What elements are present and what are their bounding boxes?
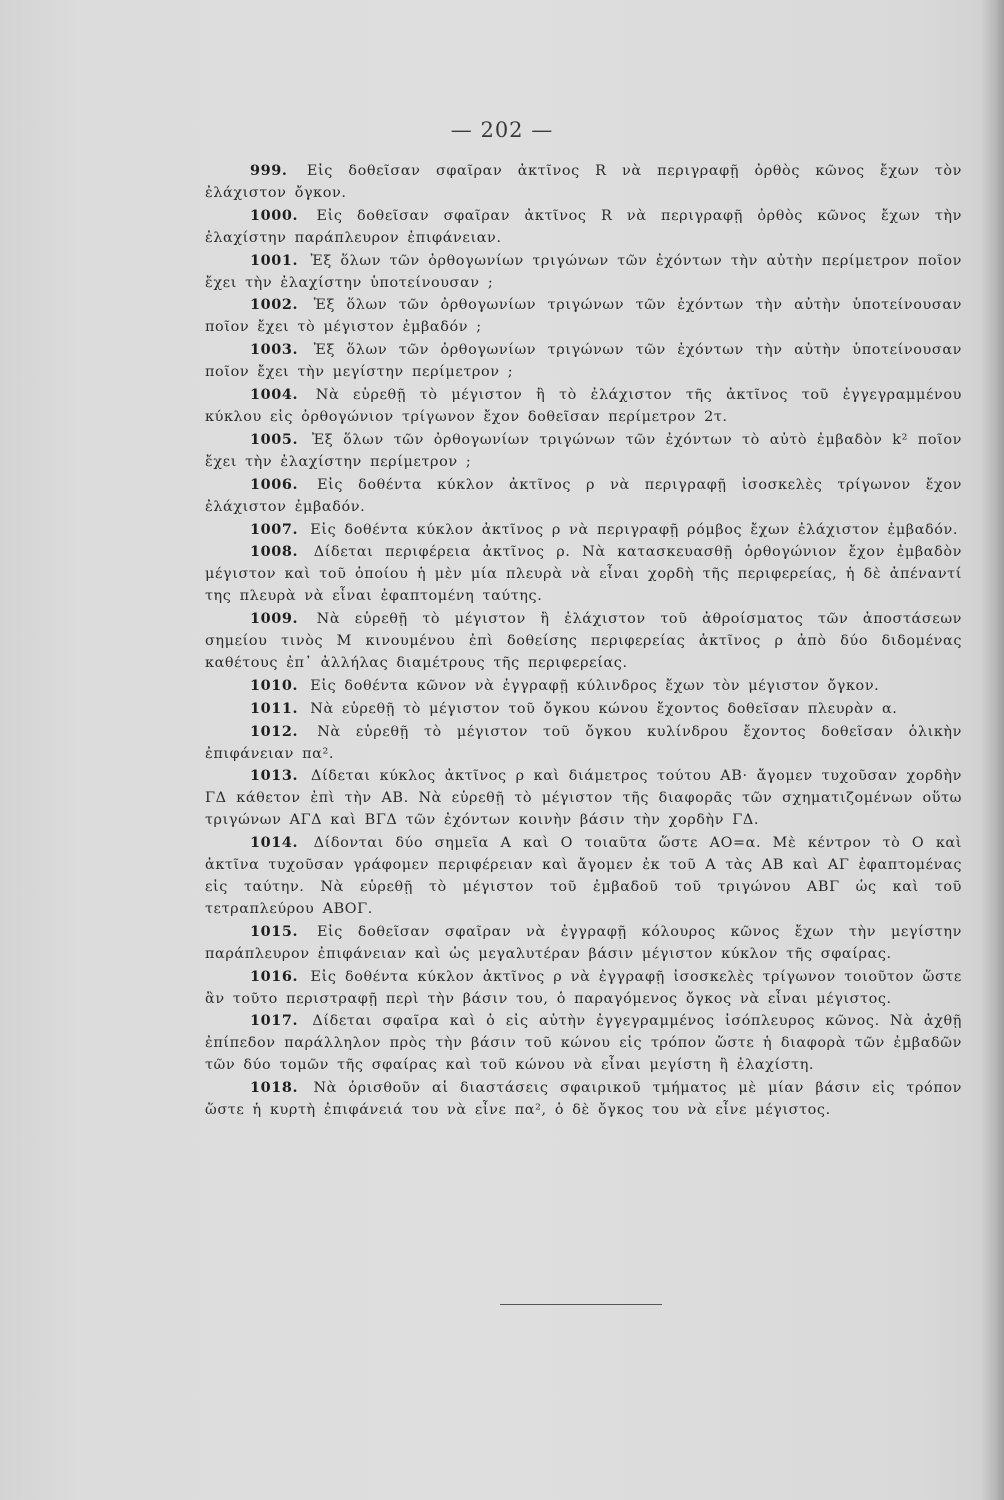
- problem-number: 1001.: [250, 251, 299, 269]
- problem-1011: [205, 698, 962, 721]
- problem-number: 1008.: [250, 543, 299, 561]
- problem-1013: [205, 765, 962, 832]
- problem-text: Δίδεται κύκλος ἀκτῖνος ρ καὶ διάμετρος τούτου ΑΒ· ἄγομεν τυχοῦσαν χορδὴν ΓΔ κάθετον ἐπὶ τὴν ΑΒ. Νὰ εὑρεθῇ τὸ μέγιστον τῆς διαφορᾶς τῶν σχηματιζομένων οὕτω τριγώνων ΑΓΔ καὶ ΒΓΔ τῶν ἐχόντων κοινὴν βάσιν τὴν χορδὴν ΓΔ.: [205, 768, 962, 829]
- problem-number: 1013.: [250, 767, 299, 785]
- problem-text: Εἰς δοθέντα κύκλον ἀκτῖνος ρ νὰ περιγραφῇ ἰσοσκελὲς τρίγωνον ἔχον ἐλάχιστον ἐμβαδόν.: [205, 476, 962, 515]
- problem-text: Ἐξ ὅλων τῶν ὀρθογωνίων τριγώνων τῶν ἐχόντων τὸ αὐτὸ ἐμβαδὸν k² ποῖον ἔχει τὴν ἐλαχίστην περίμετρον ;: [205, 431, 962, 470]
- problem-999: [205, 160, 962, 205]
- problem-1005: [205, 429, 962, 474]
- problem-1015: [205, 921, 962, 966]
- problem-1001: [205, 250, 962, 295]
- problem-text: Δίδονται δύο σημεῖα Α καὶ Ο τοιαῦτα ὥστε ΑΟ=α. Μὲ κέντρον τὸ Ο καὶ ἀκτῖνα τυχοῦσαν γράφομεν περιφέρειαν καὶ ἄγομεν ἐκ τοῦ Α τὰς ΑΒ καὶ ΑΓ ἐφαπτομένας εἰς ταύτην. Νὰ εὑρεθῇ τὸ μέγιστον τοῦ ἐμβαδοῦ τοῦ τριγώνου ΑΒΓ ὡς καὶ τοῦ τετραπλεύρου ΑΒΟΓ.: [205, 835, 962, 917]
- problem-text: Δίδεται σφαῖρα καὶ ὁ εἰς αὐτὴν ἐγγεγραμμένος ἰσόπλευρος κῶνος. Νὰ ἀχθῇ ἐπίπεδον παράλληλον πρὸς τὴν βάσιν τοῦ κώνου εἰς τρόπον ὥστε ἡ διαφορὰ τῶν ἐμβαδῶν τῶν δύο τομῶν τῆς σφαίρας καὶ τοῦ κώνου νὰ εἶναι μεγίστη ἢ ἐλαχίστη.: [205, 1013, 962, 1074]
- problem-text: Νὰ εὑρεθῇ τὸ μέγιστον ἢ ἐλάχιστον τοῦ ἀθροίσματος τῶν ἀποστάσεων σημείου τινὸς Μ κινουμένου ἐπὶ δοθείσης περιφερείας ἀκτῖνος ρ ἀπὸ δύο διδομένας καθέτους ἐπ᾿ ἀλλήλας διαμέτρους τῆς περιφερείας.: [205, 611, 962, 671]
- problem-text: Εἰς δοθεῖσαν σφαῖραν νὰ ἐγγραφῇ κόλουρος κῶνος ἔχων τὴν μεγίστην παράπλευρον ἐπιφάνειαν καὶ ὡς μεγαλυτέραν βάσιν μέγιστον κύκλον τῆς σφαίρας.: [205, 923, 962, 962]
- problem-number: 1018.: [250, 1079, 299, 1097]
- problem-text: Εἰς δοθέντα κῶνον νὰ ἐγγραφῇ κύλινδρος ἔχων τὸν μέγιστον ὄγκον.: [310, 677, 880, 694]
- problem-list: [205, 160, 962, 1122]
- problem-number: 1007.: [250, 520, 299, 538]
- problem-1006: [205, 474, 962, 519]
- problem-text: Δίδεται περιφέρεια ἀκτῖνος ρ. Νὰ κατασκευασθῇ ὀρθογώνιον ἔχον ἐμβαδὸν μέγιστον καὶ τοῦ ὁποίου ἡ μὲν μία πλευρὰ νὰ εἶναι χορδὴ τῆς περιφερείας, ἡ δὲ ἀπέναντί της πλευρὰ νὰ εἶναι ἐφαπτομένη ταύτης.: [205, 544, 962, 605]
- problem-text: Ἐξ ὅλων τῶν ὀρθογωνίων τριγώνων τῶν ἐχόντων τὴν αὐτὴν ὑποτείνουσαν ποῖον ἔχει τὸ μέγιστον ἐμβαδόν ;: [205, 297, 962, 336]
- problem-number: 1010.: [250, 676, 299, 694]
- problem-text: Εἰς δοθεῖσαν σφαῖραν ἀκτῖνος R νὰ περιγραφῇ ὀρθὸς κῶνος ἔχων τὴν ἐλαχίστην παράπλευρον ἐπιφάνειαν.: [205, 207, 962, 246]
- problem-1009: [205, 608, 962, 675]
- problem-1004: [205, 384, 962, 429]
- problem-1012: [205, 721, 962, 766]
- problem-number: 1004.: [250, 386, 299, 404]
- problem-text: Ἐξ ὅλων τῶν ὀρθογωνίων τριγώνων τῶν ἐχόντων τὴν αὐτὴν ὑποτείνουσαν ποῖον ἔχει τὴν μεγίστην περίμετρον ;: [205, 342, 962, 381]
- page-number: — 202 —: [450, 118, 554, 142]
- problem-text: Νὰ εὑρεθῇ τὸ μέγιστον ἢ τὸ ἐλάχιστον τῆς ἀκτῖνος τοῦ ἐγγεγραμμένου κύκλου εἰς ὀρθογώνιον τρίγωνον ἔχον δοθεῖσαν περίμετρον 2τ.: [205, 387, 962, 425]
- problem-1016: [205, 966, 962, 1011]
- problem-1008: [205, 541, 962, 608]
- problem-number: 1014.: [250, 834, 299, 852]
- problem-text: Εἰς δοθέντα κύκλον ἀκτῖνος ρ νὰ περιγραφῇ ρόμβος ἔχων ἐλάχιστον ἐμβαδόν.: [310, 521, 959, 538]
- problem-number: 999.: [250, 162, 288, 179]
- problem-text: Ἐξ ὅλων τῶν ὀρθογωνίων τριγώνων τῶν ἐχόντων τὴν αὐτὴν περίμετρον ποῖον ἔχει τὴν ἐλαχίστην ὑποτείνουσαν ;: [205, 252, 962, 291]
- problem-1010: [205, 675, 962, 698]
- problem-text: Νὰ εὑρεθῇ τὸ μέγιστον τοῦ ὄγκου κυλίνδρου ἔχοντος δοθεῖσαν ὁλικὴν ἐπιφάνειαν πα².: [205, 723, 962, 762]
- problem-number: 1015.: [250, 922, 299, 940]
- problem-text: Νὰ ὁρισθοῦν αἱ διαστάσεις σφαιρικοῦ τμήματος μὲ μίαν βάσιν εἰς τρόπον ὥστε ἡ κυρτὴ ἐπιφάνειά του νὰ εἶνε πα², ὁ δὲ ὄγκος του νὰ εἶνε μέγιστος.: [205, 1080, 962, 1119]
- problem-number: 1005.: [250, 430, 299, 448]
- problem-1017: [205, 1010, 962, 1077]
- problem-text: Νὰ εὑρεθῇ τὸ μέγιστον τοῦ ὄγκου κώνου ἔχοντος δοθεῖσαν πλευρὰν α.: [310, 700, 898, 717]
- problem-number: 1000.: [250, 206, 299, 224]
- problem-number: 1016.: [250, 967, 299, 985]
- problem-text: Εἰς δοθέντα κύκλον ἀκτῖνος ρ νὰ ἐγγραφῇ ἰσοσκελὲς τρίγωνον τοιοῦτον ὥστε ἂν τοῦτο περιστραφῇ περὶ τὴν βάσιν του, ὁ παραγόμενος ὄγκος νὰ εἶναι μέγιστος.: [205, 968, 962, 1007]
- problem-1014: [205, 832, 962, 921]
- problem-number: 1002.: [250, 296, 299, 314]
- problem-1007: [205, 519, 962, 542]
- problem-number: 1006.: [250, 475, 299, 493]
- problem-1018: [205, 1077, 962, 1122]
- problem-number: 1009.: [250, 610, 299, 628]
- problem-number: 1012.: [250, 722, 299, 740]
- binding-edge: [982, 0, 1004, 1500]
- closing-rule: [500, 1304, 662, 1305]
- problem-number: 1003.: [250, 341, 299, 359]
- problem-text: Εἰς δοθεῖσαν σφαῖραν ἀκτῖνος R νὰ περιγραφῇ ὀρθὸς κῶνος ἔχων τὸν ἐλάχιστον ὄγκον.: [205, 163, 962, 201]
- problem-number: 1011.: [250, 699, 299, 717]
- problem-number: 1017.: [250, 1012, 299, 1030]
- problem-1000: [205, 205, 962, 250]
- problem-1003: [205, 339, 962, 384]
- problem-1002: [205, 294, 962, 339]
